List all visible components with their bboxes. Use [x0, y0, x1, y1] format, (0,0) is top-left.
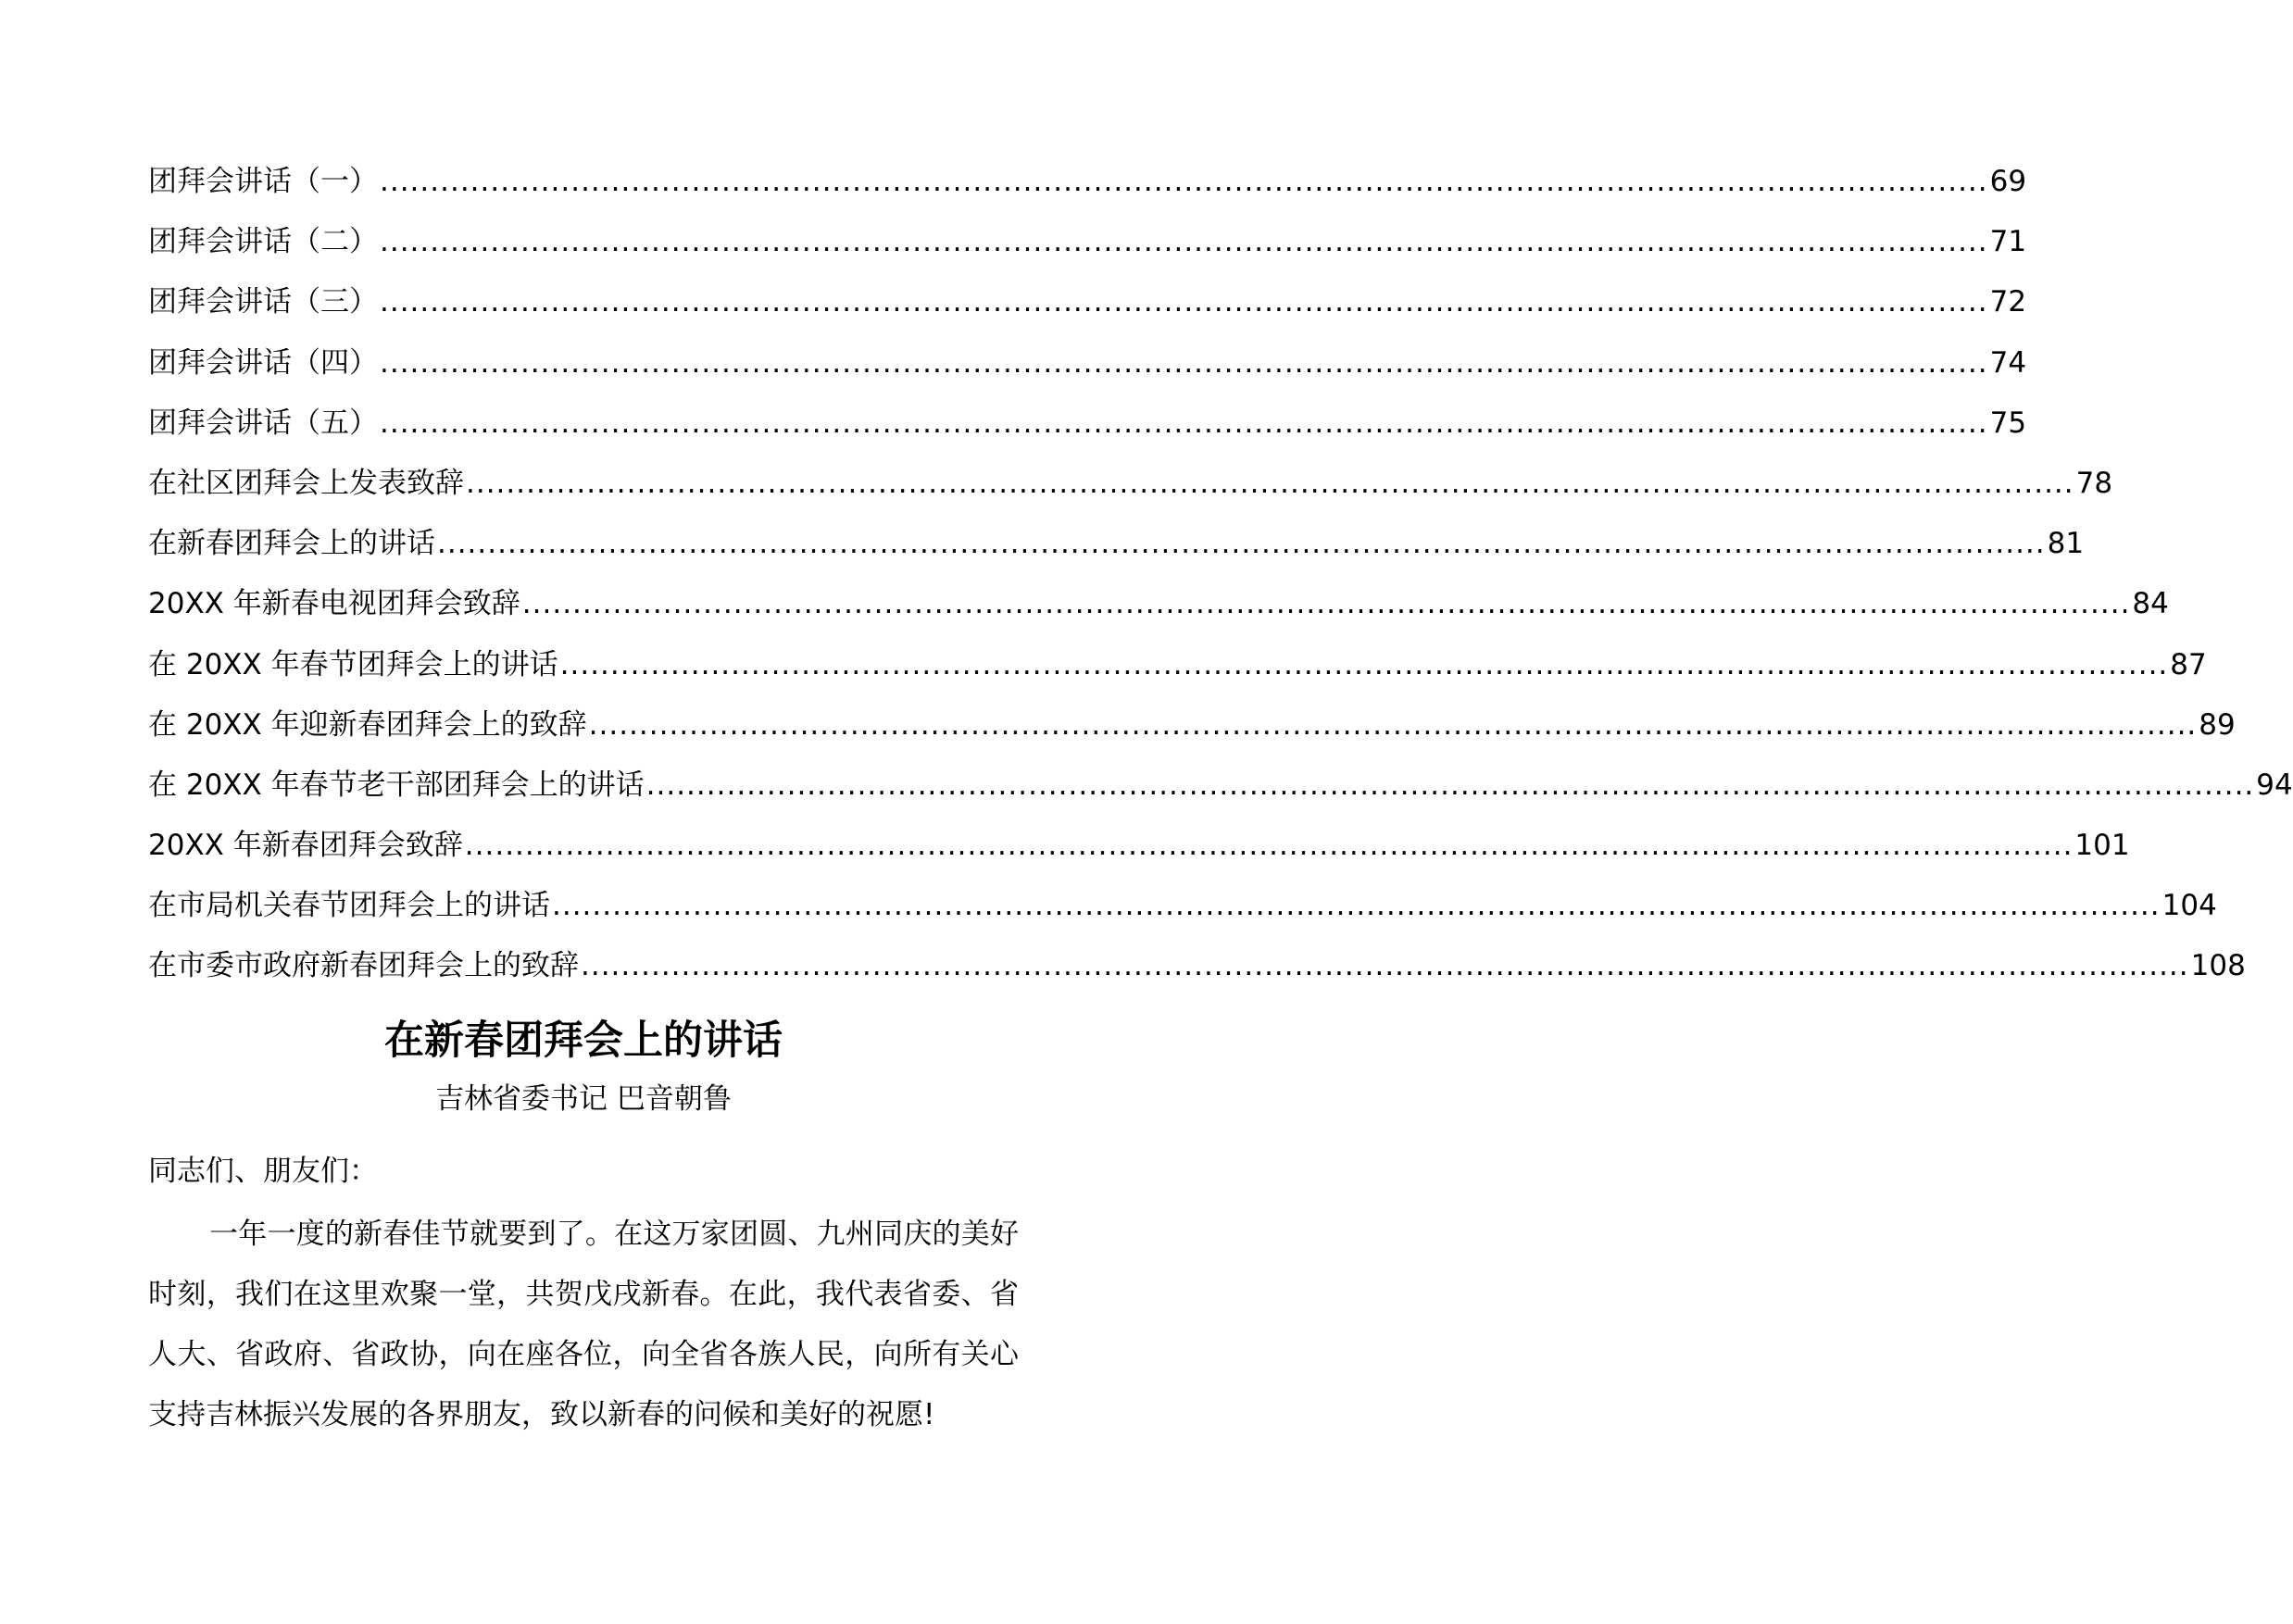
speech-author: 吉林省委书记 巴音朝鲁 [435, 1081, 732, 1116]
toc-entry-title: 在 20XX 年春节老干部团拜会上的讲话 [148, 768, 645, 802]
toc-entry[interactable] [148, 454, 2113, 514]
toc-entry-title: 团拜会讲话（一） [148, 165, 378, 198]
toc-entry[interactable] [148, 816, 2130, 876]
toc-entry[interactable] [148, 756, 2293, 816]
toc-leader-dots: ................................................................................................................................................................ [380, 406, 1988, 440]
toc-entry-page: 104 [2161, 889, 2217, 923]
toc-entry-title: 20XX 年新春团拜会致辞 [148, 829, 463, 863]
toc-entry-page: 75 [1989, 406, 2027, 440]
toc-entry-page: 101 [2074, 829, 2130, 863]
toc-entry[interactable] [148, 333, 2027, 394]
toc-entry-page: 71 [1989, 225, 2027, 259]
toc-leader-dots: ................................................................................................................................................................ [380, 345, 1988, 380]
toc-entry-page: 94 [2256, 768, 2293, 802]
toc-leader-dots: ................................................................................................................................................................ [380, 285, 1988, 319]
toc-entry[interactable] [148, 394, 2027, 454]
toc-entry-page: 108 [2190, 949, 2246, 983]
toc-entry-title: 在 20XX 年迎新春团拜会上的致辞 [148, 707, 587, 742]
speech-title: 在新春团拜会上的讲话 [384, 1017, 783, 1064]
toc-leader-dots: ................................................................................................................................................................ [380, 225, 1988, 259]
toc-entry[interactable] [148, 876, 2217, 936]
toc-entry-title: 团拜会讲话（五） [148, 406, 378, 440]
toc-entry[interactable] [148, 212, 2027, 272]
toc-entry[interactable] [148, 695, 2236, 756]
toc-entry-page: 84 [2132, 587, 2169, 621]
toc-entry[interactable] [148, 635, 2207, 695]
toc-entry-page: 78 [2075, 466, 2113, 500]
toc-entry-title: 20XX 年新春电视团拜会致辞 [148, 587, 520, 621]
toc-entry-title: 在市局机关春节团拜会上的讲话 [148, 889, 550, 923]
speech-paragraph: 一年一度的新春佳节就要到了。在这万家团圆、九州同庆的美好时刻，我们在这里欢聚一堂，共贺戊戌新春。在此，我代表省委、省人大、省政府、省政协，向在座各位，向全省各族人民，向所有关心支持吉林振兴发展的各界朋友，致以新春的问候和美好的祝愿! [148, 1217, 1019, 1431]
table-of-contents [148, 152, 2293, 997]
toc-entry-page: 69 [1989, 165, 2027, 198]
toc-entry-title: 团拜会讲话（二） [148, 225, 378, 259]
toc-leader-dots: ................................................................................................................................................................ [581, 949, 2189, 983]
toc-entry-title: 团拜会讲话（三） [148, 285, 378, 319]
toc-leader-dots: ................................................................................................................................................................ [552, 889, 2161, 923]
toc-entry-page: 72 [1989, 285, 2027, 319]
toc-entry-page: 81 [2047, 527, 2085, 561]
toc-entry[interactable] [148, 152, 2027, 212]
toc-entry-title: 在市委市政府新春团拜会上的致辞 [148, 949, 579, 983]
toc-leader-dots: ................................................................................................................................................................ [588, 707, 2198, 742]
toc-leader-dots: ................................................................................................................................................................ [464, 829, 2074, 863]
toc-leader-dots: ................................................................................................................................................................ [437, 527, 2046, 561]
toc-leader-dots: ................................................................................................................................................................ [645, 768, 2255, 802]
toc-entry-title: 团拜会讲话（四） [148, 345, 378, 380]
toc-entry-title: 在 20XX 年春节团拜会上的讲话 [148, 647, 558, 681]
toc-entry[interactable] [148, 514, 2085, 574]
toc-leader-dots: ................................................................................................................................................................ [521, 587, 2131, 621]
toc-leader-dots: ................................................................................................................................................................ [559, 647, 2169, 681]
toc-entry-title: 在新春团拜会上的讲话 [148, 527, 435, 561]
toc-entry-title: 在社区团拜会上发表致辞 [148, 466, 464, 500]
toc-entry-page: 87 [2170, 647, 2207, 681]
toc-leader-dots: ................................................................................................................................................................ [466, 466, 2074, 500]
document-page [148, 152, 2293, 1445]
toc-entry[interactable] [148, 272, 2027, 332]
toc-entry-page: 74 [1989, 345, 2027, 380]
toc-entry-page: 89 [2199, 707, 2236, 742]
toc-leader-dots: ................................................................................................................................................................ [380, 165, 1988, 198]
toc-entry[interactable] [148, 936, 2246, 996]
speech-salutation: 同志们、朋友们： [148, 1154, 378, 1188]
toc-entry[interactable] [148, 574, 2169, 634]
